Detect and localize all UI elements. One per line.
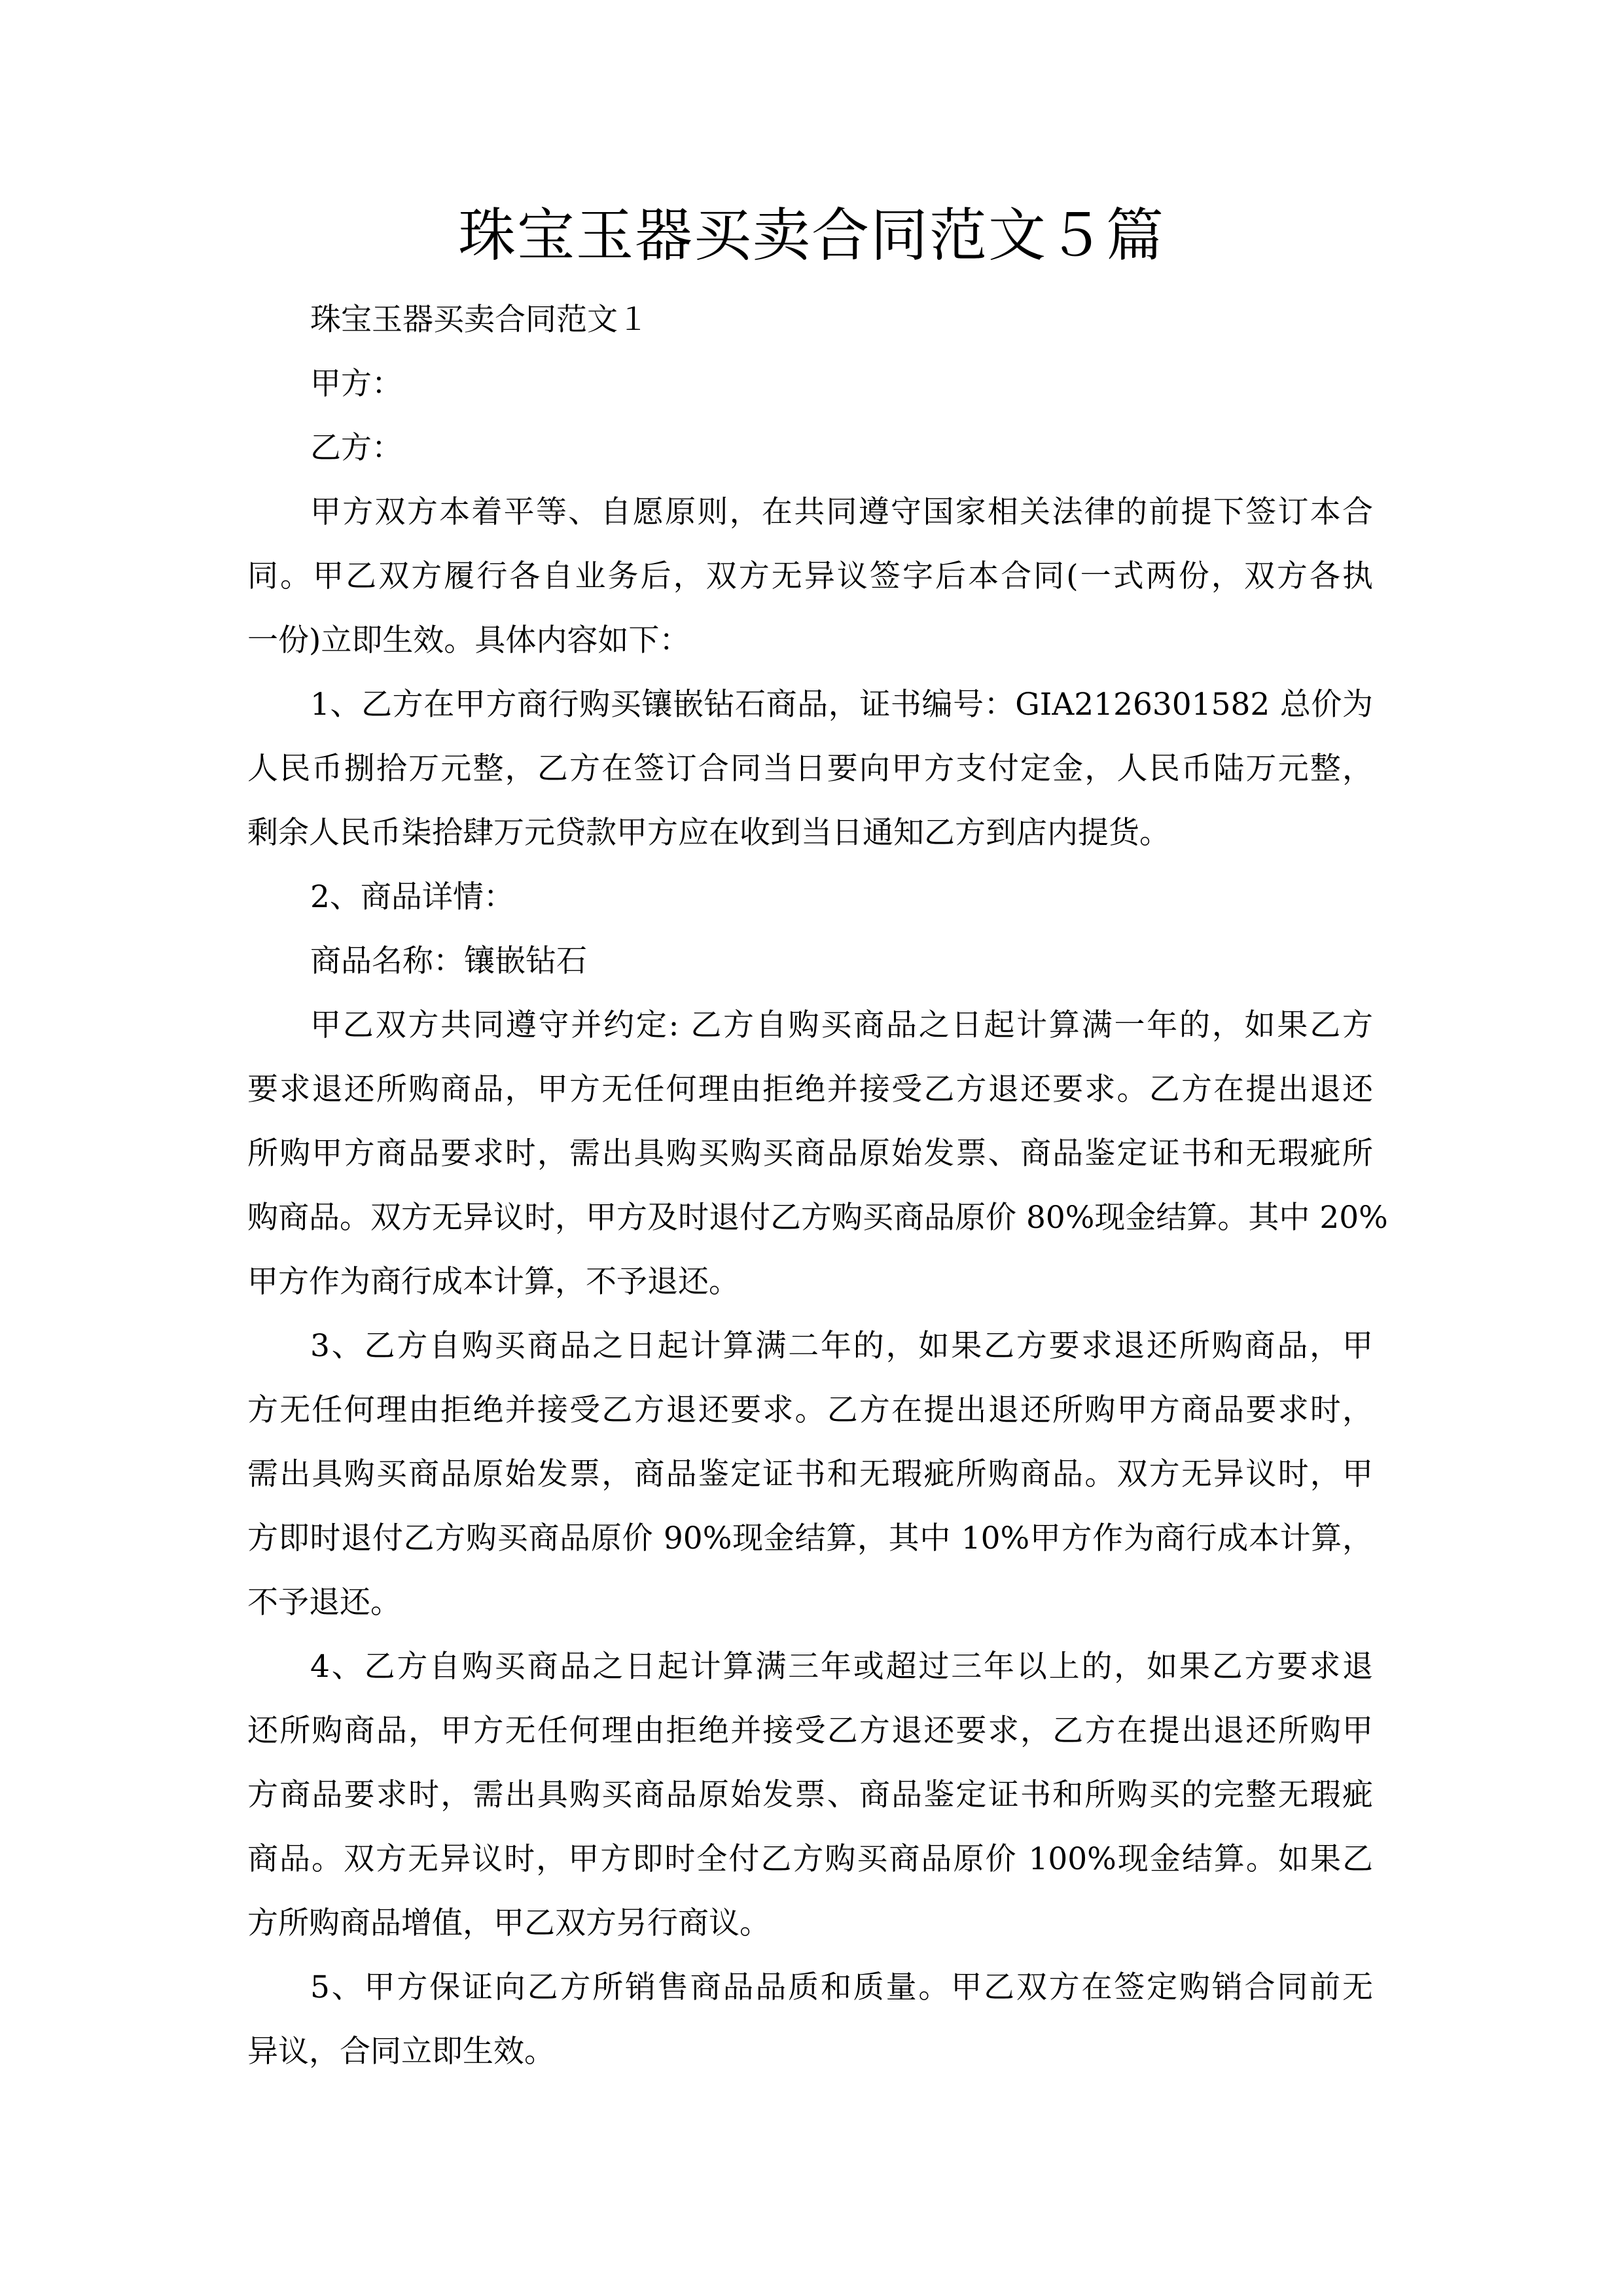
paragraph-line: 方所购商品增值，甲乙双方另行商议。 <box>247 1905 770 1941</box>
paragraph-intro <box>247 480 1373 673</box>
paragraph-line: 剩余人民币柒拾肆万元贷款甲方应在收到当日通知乙方到店内提货。 <box>247 815 1170 851</box>
party-a-label: 甲方： <box>310 366 402 402</box>
paragraph-line: 人民币捌拾万元整，乙方在签订合同当日要向甲方支付定金，人民币陆万元整， <box>247 751 1373 787</box>
paragraph-line: 方商品要求时，需出具购买商品原始发票、商品鉴定证书和所购买的完整无瑕疵 <box>247 1777 1373 1813</box>
paragraph-line: 3、乙方自购买商品之日起计算满二年的，如果乙方要求退还所购商品，甲 <box>310 1328 1373 1364</box>
paragraph-clause-1 <box>247 673 1373 865</box>
paragraph-line: 甲乙双方共同遵守并约定: 乙方自购买商品之日起计算满一年的，如果乙方 <box>310 1007 1373 1043</box>
paragraph-line: 异议，合同立即生效。 <box>247 2034 555 2070</box>
paragraph-agreement <box>247 994 1388 1314</box>
paragraph-clause-2 <box>247 865 1373 929</box>
document-title: 珠宝玉器买卖合同范文５篇 <box>457 202 1165 269</box>
paragraph-line: 同。甲乙双方履行各自业务后，双方无异议签字后本合同(一式两份，双方各执 <box>247 558 1373 594</box>
paragraph-line: 1、乙方在甲方商行购买镶嵌钻石商品，证书编号：GIA2126301582 总价为 <box>310 687 1373 723</box>
paragraph-line: 购商品。双方无异议时，甲方及时退付乙方购买商品原价 80%现金结算。其中 20% <box>247 1200 1388 1236</box>
paragraph-line: 商品。双方无异议时，甲方即时全付乙方购买商品原价 100%现金结算。如果乙 <box>247 1841 1373 1877</box>
paragraph-clause-4 <box>247 1635 1373 1956</box>
paragraph-line: 方无任何理由拒绝并接受乙方退还要求。乙方在提出退还所购甲方商品要求时， <box>247 1392 1373 1428</box>
paragraph-line: 不予退还。 <box>247 1585 401 1621</box>
paragraph-line: 一份)立即生效。具体内容如下： <box>247 622 690 658</box>
paragraph-line: 需出具购买商品原始发票，商品鉴定证书和无瑕疵所购商品。双方无异议时，甲 <box>247 1456 1373 1492</box>
paragraph-clause-5 <box>247 1956 1373 2084</box>
paragraph-clause-3 <box>247 1314 1373 1635</box>
paragraph-line: 还所购商品，甲方无任何理由拒绝并接受乙方退还要求，乙方在提出退还所购甲 <box>247 1713 1373 1749</box>
paragraph-line: 5、甲方保证向乙方所销售商品品质和质量。甲乙双方在签定购销合同前无 <box>310 1969 1373 2005</box>
paragraph-line: 4、乙方自购买商品之日起计算满三年或超过三年以上的，如果乙方要求退 <box>310 1649 1373 1685</box>
paragraph-line: 方即时退付乙方购买商品原价 90%现金结算，其中 10%甲方作为商行成本计算， <box>247 1520 1373 1556</box>
paragraph-line: 2、商品详情： <box>310 879 514 915</box>
paragraph-line: 甲方双方本着平等、自愿原则，在共同遵守国家相关法律的前提下签订本合 <box>310 494 1373 530</box>
paragraph-line: 要求退还所购商品，甲方无任何理由拒绝并接受乙方退还要求。乙方在提出退还 <box>247 1071 1373 1107</box>
paragraph-line: 商品名称：镶嵌钻石 <box>310 943 587 979</box>
paragraph-line: 甲方作为商行成本计算，不予退还。 <box>247 1264 740 1300</box>
contract-subtitle: 珠宝玉器买卖合同范文１ <box>310 302 649 338</box>
document-body <box>247 288 1388 2084</box>
party-b-label: 乙方： <box>310 430 402 466</box>
paragraph-product-name <box>247 929 1373 994</box>
paragraph-line: 所购甲方商品要求时，需出具购买购买商品原始发票、商品鉴定证书和无瑕疵所 <box>247 1136 1373 1172</box>
